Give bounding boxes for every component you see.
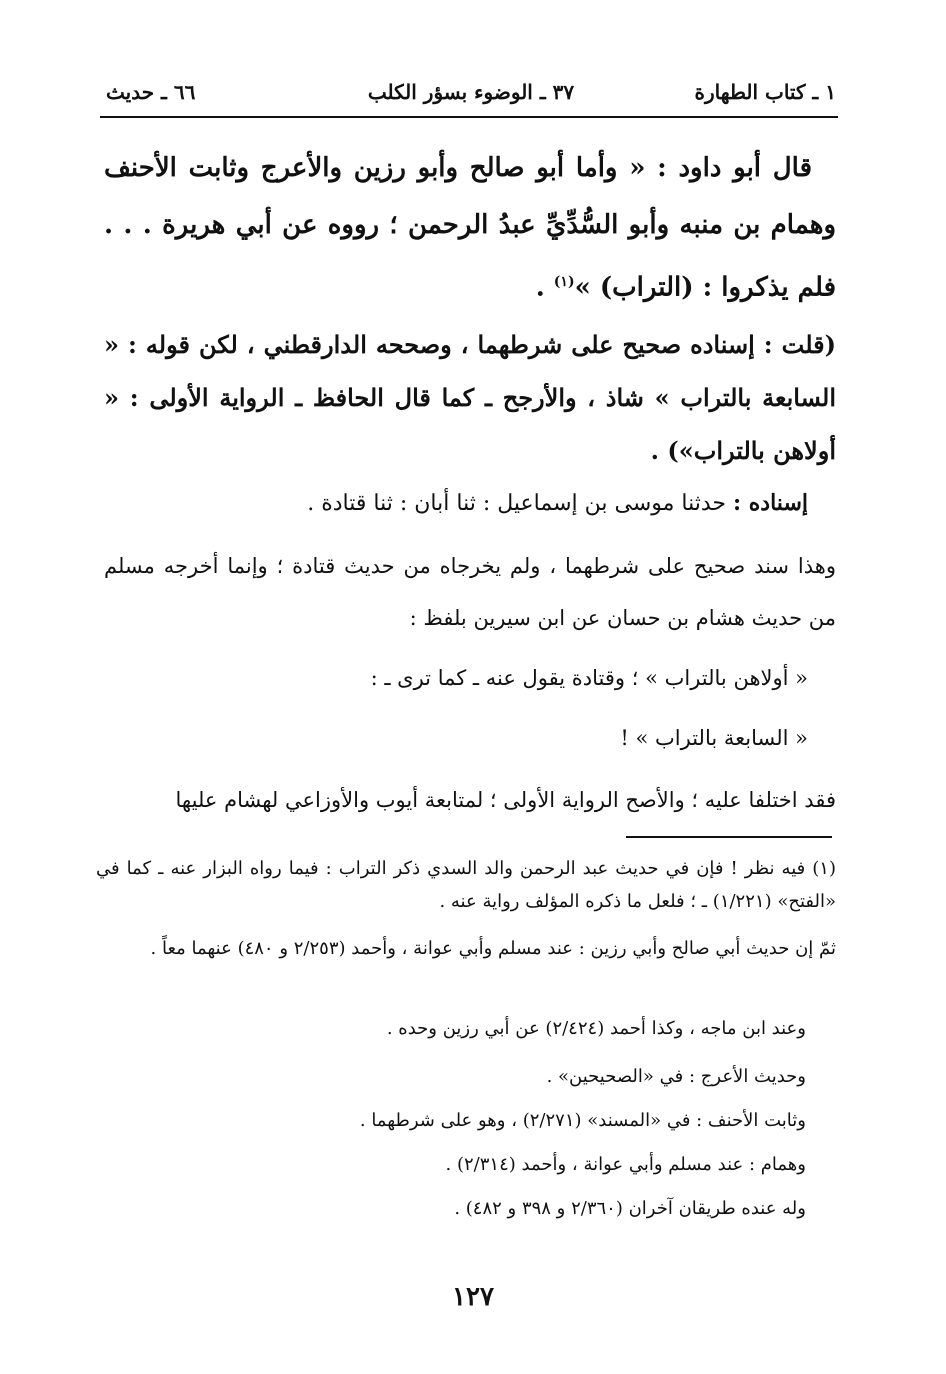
abu-dawud-quote — [104, 140, 836, 317]
isnad-line — [104, 478, 808, 529]
footnote-marker[interactable]: (١) — [553, 274, 575, 290]
footnote-4: وحديث الأعرج : في «الصحيحين» . — [546, 1066, 806, 1087]
footnote-divider — [626, 836, 832, 838]
footnote-5: وثابت الأحنف : في «المسند» (٢/٢٧١) ، وهو على شرطهما . — [359, 1110, 806, 1131]
header-chapter-title: ٣٧ ـ الوضوء بسؤر الكلب — [367, 80, 575, 104]
isnad-label: إسناده : — [733, 490, 808, 516]
awlahunna-line: « أولاهن بالتراب » ؛ وقتادة يقول عنه ـ كما ترى ـ : — [370, 666, 808, 690]
header-divider — [100, 116, 838, 118]
quote-text: قال أبو داود : « وأما أبو صالح وأبو رزين والأعرج وثابت الأحنف وهمام بن منبه وأبو السُّدِّيِّ عبدُ الرحمن ؛ رووه عن أبي هريرة . . . فلم يذكروا : (التراب) » — [104, 153, 836, 303]
footnote-7: وله عنده طريقان آخران (٢/٣٦٠ و ٣٩٨ و ٤٨٢) . — [454, 1198, 806, 1219]
footnote-1: (١) فيه نظر ! فإن في حديث عبد الرحمن والد السدي ذكر التراب : فيما رواه البزار عنه ـ كما في «الفتح» (١/٢٢١) ـ ؛ فلعل ما ذكره المؤلف رواية عنه . — [96, 858, 836, 912]
header-book-title: ١ ـ كتاب الطهارة — [694, 80, 836, 104]
header-hadith-number: ٦٦ ـ حديث — [106, 80, 196, 104]
footnote-3: وعند ابن ماجه ، وكذا أحمد (٢/٤٢٤) عن أبي رزين وحده . — [386, 1018, 806, 1039]
quote-end: . — [535, 272, 554, 303]
sabia-line: « السابعة بالتراب » ! — [620, 726, 808, 750]
ikhtalafa-line: فقد اختلفا عليه ؛ والأصح الرواية الأولى ؛ لمتابعة أيوب والأوزاعي لهشام عليها — [175, 788, 836, 812]
albani-comment: (قلت : إسناده صحيح على شرطهما ، وصححه الدارقطني ، لكن قوله : « السابعة بالتراب » شاذ ، والأرجح ـ كما قال الحافظ ـ الرواية الأولى : « أولاهن بالتراب») . — [104, 330, 836, 465]
footnote-2: ثمّ إن حديث أبي صالح وأبي رزين : عند مسلم وأبي عوانة ، وأحمد (٢/٢٥٣ و ٤٨٠) عنهما معاً . — [150, 938, 836, 959]
page-number: ١٢٧ — [452, 1282, 494, 1312]
isnad-text: حدثنا موسى بن إسماعيل : ثنا أبان : ثنا قتادة . — [307, 491, 733, 516]
sanad-paragraph: وهذا سند صحيح على شرطهما ، ولم يخرجاه من حديث قتادة ؛ وإنما أخرجه مسلم من حديث هشام بن حسان عن ابن سيرين بلفظ : — [104, 554, 836, 630]
footnote-6: وهمام : عند مسلم وأبي عوانة ، وأحمد (٢/٣١٤) . — [445, 1154, 806, 1175]
running-header — [106, 74, 836, 114]
